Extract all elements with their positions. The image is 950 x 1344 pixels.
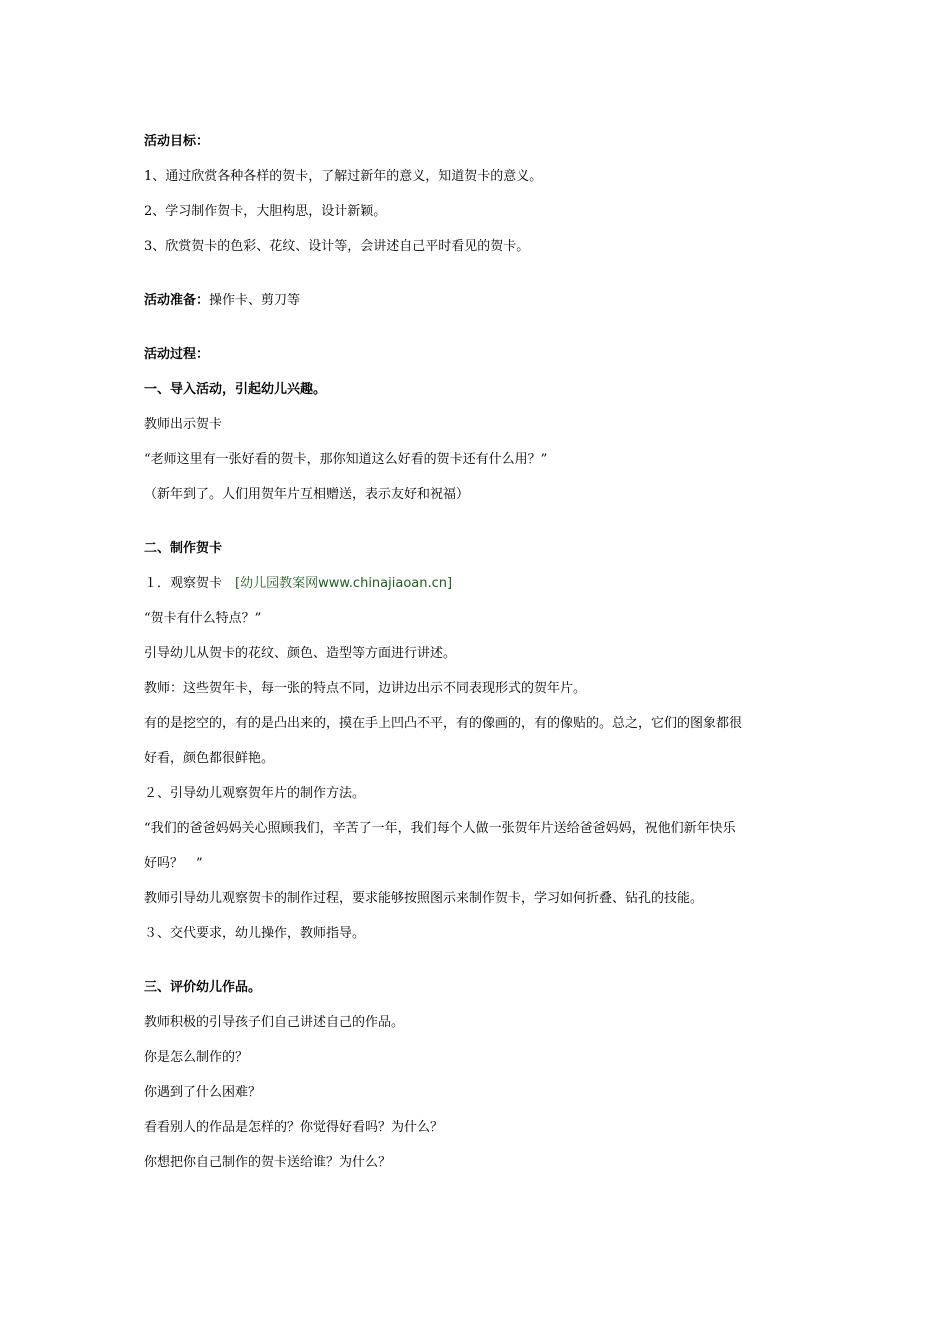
document-page: [144, 124, 814, 1180]
section1-title: 一、导入活动，引起幼儿兴趣。: [144, 382, 327, 397]
section2-line-9: 教师引导幼儿观察贺卡的制作过程，要求能够按照图示来制作贺卡，学习如何折叠、钻孔的技能。: [144, 891, 704, 906]
prep-heading: 活动准备：: [144, 293, 210, 308]
goal-item-1: 1、通过欣赏各种各样的贺卡，了解过新年的意义，知道贺卡的意义。: [144, 169, 543, 184]
section1-line-3: （新年到了。人们用贺年片互相赠送，表示友好和祝福）: [144, 487, 470, 502]
spacer: [144, 318, 814, 337]
section1-line-2: “老师这里有一张好看的贺卡，那你知道这么好看的贺卡还有什么用？”: [144, 452, 548, 467]
goal-item-3: 3、欣赏贺卡的色彩、花纹、设计等，会讲述自己平时看见的贺卡。: [144, 239, 530, 254]
section3-line-3: 你遇到了什么困难？: [144, 1085, 262, 1100]
spacer: [144, 951, 814, 970]
spacer: [144, 264, 814, 283]
site-link-prefix: [幼儿园教案网: [235, 576, 319, 591]
section2-step1: [144, 566, 814, 601]
site-link-url: www.chinajiaoan.cn]: [318, 576, 453, 591]
goal-item-2: 2、学习制作贺卡，大胆构思，设计新颖。: [144, 204, 387, 219]
section2-line-5: 好看，颜色都很鲜艳。: [144, 751, 275, 766]
section2-line-2: 引导幼儿从贺卡的花纹、颜色、造型等方面进行讲述。: [144, 646, 457, 661]
section2-line-7: “我们的爸爸妈妈关心照顾我们，辛苦了一年，我们每个人做一张贺年片送给爸爸妈妈，祝他们新年快乐: [144, 821, 736, 836]
section3-line-1: 教师积极的引导孩子们自己讲述自己的作品。: [144, 1015, 405, 1030]
step1-text: １．观察贺卡: [144, 576, 236, 591]
site-link[interactable]: [235, 576, 452, 591]
spacer: [144, 512, 814, 531]
section2-line-1: “贺卡有什么特点？”: [144, 611, 262, 626]
section2-line-3: 教师：这些贺年卡，每一张的特点不同，边讲边出示不同表现形式的贺年片。: [144, 681, 587, 696]
section3-line-4: 看看别人的作品是怎样的？你觉得好看吗？为什么？: [144, 1120, 444, 1135]
section2-line-4: 有的是挖空的，有的是凸出来的，摸在手上凹凸不平，有的像画的，有的像贴的。总之，它们的图象都很: [144, 716, 743, 731]
section2-line-10: ３、交代要求，幼儿操作，教师指导。: [144, 926, 366, 941]
section3-line-5: 你想把你自己制作的贺卡送给谁？为什么？: [144, 1155, 392, 1170]
process-heading: 活动过程：: [144, 347, 210, 362]
section2-line-8: 好吗？ ”: [144, 856, 203, 871]
prep-text: 操作卡、剪刀等: [209, 293, 301, 308]
section3-title: 三、评价幼儿作品。: [144, 980, 262, 995]
section1-line-1: 教师出示贺卡: [144, 417, 223, 432]
prep-line: [144, 283, 814, 318]
section2-title: 二、制作贺卡: [144, 541, 223, 556]
section3-line-2: 你是怎么制作的？: [144, 1050, 249, 1065]
section2-line-6: ２、引导幼儿观察贺年片的制作方法。: [144, 786, 366, 801]
goals-heading: 活动目标：: [144, 134, 210, 149]
